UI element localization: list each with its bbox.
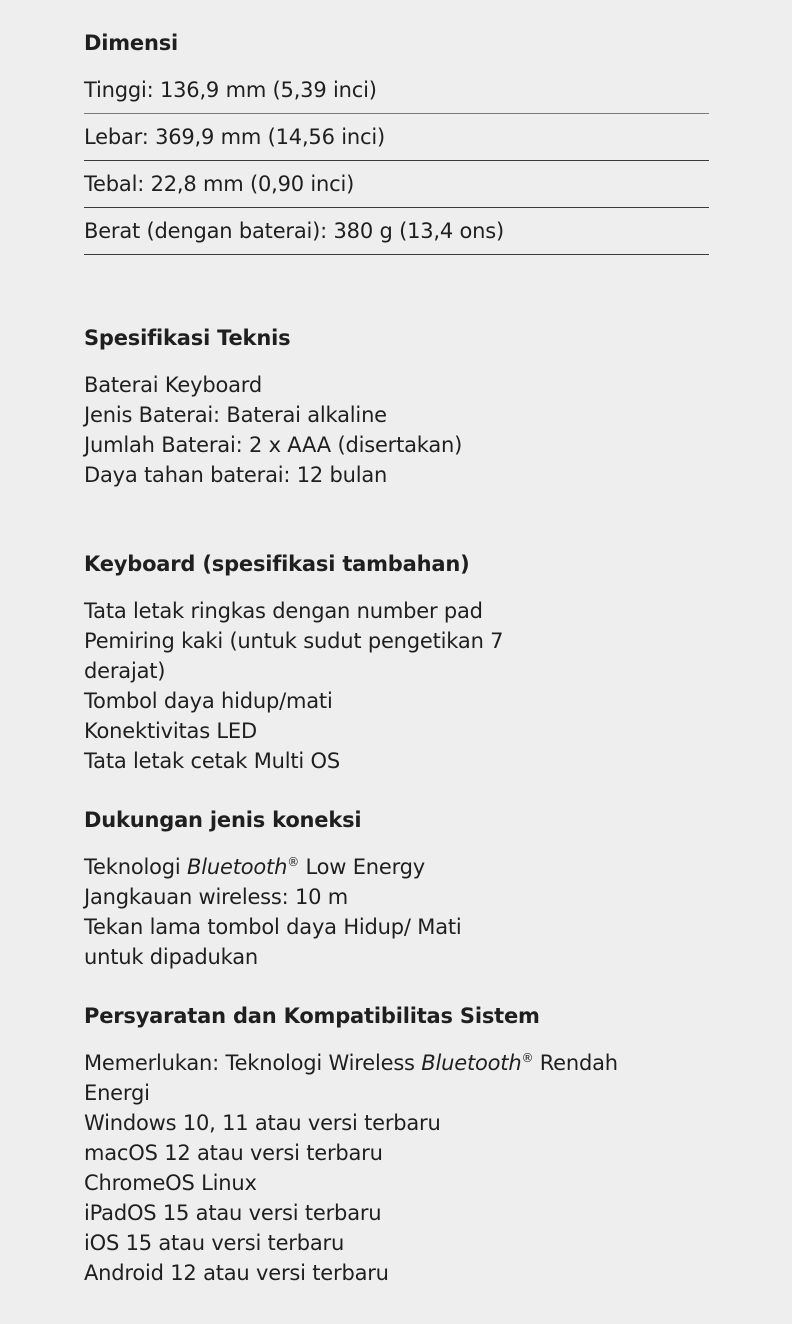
spec-line: Konektivitas LED: [84, 719, 257, 743]
requirements-section: [84, 1001, 709, 1288]
keyboard-specs-list: [84, 596, 554, 776]
bluetooth-brand: Bluetooth: [187, 855, 288, 879]
connection-section: [84, 805, 709, 972]
spec-line: iOS 15 atau versi terbaru: [84, 1231, 345, 1255]
registered-mark: ®: [287, 855, 299, 869]
dimensions-title: Dimensi: [84, 31, 179, 55]
keyboard-specs-title: Keyboard (spesifikasi tambahan): [84, 552, 470, 576]
spec-line: Jumlah Baterai: 2 x AAA (disertakan): [84, 433, 463, 457]
spec-line: Android 12 atau versi terbaru: [84, 1261, 389, 1285]
technical-specs-section: [84, 323, 709, 490]
dimensions-list: [84, 67, 709, 255]
spec-line: Daya tahan baterai: 12 bulan: [84, 463, 388, 487]
req-prefix: Memerlukan: Teknologi Wireless: [84, 1051, 422, 1075]
connection-list: [84, 852, 464, 972]
dimension-weight: Berat (dengan baterai): 380 g (13,4 ons): [84, 208, 709, 255]
requirements-list: [84, 1048, 684, 1288]
spec-line: Windows 10, 11 atau versi terbaru: [84, 1111, 441, 1135]
spec-line: Jangkauan wireless: 10 m: [84, 885, 349, 909]
spec-line: iPadOS 15 atau versi terbaru: [84, 1201, 382, 1225]
requirements-title: Persyaratan dan Kompatibilitas Sistem: [84, 1004, 540, 1028]
spec-line: Tata letak cetak Multi OS: [84, 749, 340, 773]
spec-line: [84, 852, 464, 882]
spec-line: Tombol daya hidup/mati: [84, 689, 333, 713]
dimension-width: Lebar: 369,9 mm (14,56 inci): [84, 114, 709, 161]
bt-suffix: Low Energy: [299, 855, 426, 879]
registered-mark: ®: [521, 1051, 534, 1065]
keyboard-specs-section: [84, 549, 709, 776]
spec-line: macOS 12 atau versi terbaru: [84, 1141, 383, 1165]
spec-line: Tekan lama tombol daya Hidup/ Mati untuk dipadukan: [84, 915, 462, 969]
bluetooth-brand: Bluetooth: [421, 1051, 522, 1075]
technical-specs-list: [84, 370, 709, 490]
spec-line: Baterai Keyboard: [84, 373, 262, 397]
spec-line: Pemiring kaki (untuk sudut pengetikan 7 derajat): [84, 629, 504, 683]
spec-line: Jenis Baterai: Baterai alkaline: [84, 403, 387, 427]
connection-title: Dukungan jenis koneksi: [84, 808, 362, 832]
dimension-depth: Tebal: 22,8 mm (0,90 inci): [84, 161, 709, 208]
technical-specs-title: Spesifikasi Teknis: [84, 326, 291, 350]
spec-line: Tata letak ringkas dengan number pad: [84, 599, 483, 623]
bt-prefix: Teknologi: [84, 855, 188, 879]
spec-line: ChromeOS Linux: [84, 1171, 257, 1195]
req-suffix: Rendah Energi: [84, 1051, 618, 1105]
dimension-height: Tinggi: 136,9 mm (5,39 inci): [84, 67, 709, 114]
spec-line: [84, 1048, 684, 1108]
